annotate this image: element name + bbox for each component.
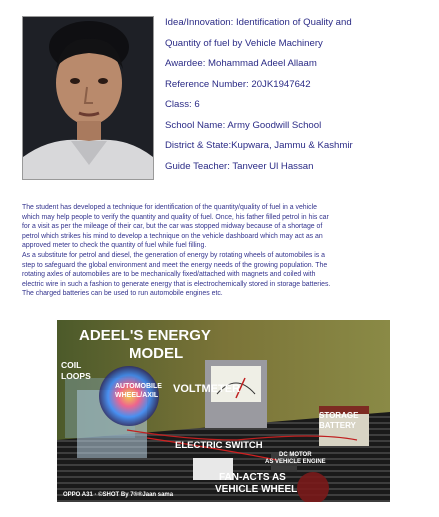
description-paragraph-1 <box>22 203 432 251</box>
storage-label-line-1: STORAGE <box>319 411 359 420</box>
p2-line: step to safeguard the global environment and meet the energy needs of the growing population. The <box>22 261 328 269</box>
reference-number: Reference Number: 20JK1947642 <box>165 78 311 90</box>
p2-line: The charged batteries can be used to run automobile engines etc. <box>22 290 223 298</box>
voltmeter-label: VOLTMETER <box>173 383 241 395</box>
p2-line: rotating axles of automobiles are to be mechanically fixed/attached with magnets and coiled with <box>22 271 316 279</box>
awardee: Awardee: Mohammad Adeel Allaam <box>165 58 317 69</box>
p1-line: The student has developed a technique for identification of the quantity/quality of fuel in a vehicle <box>22 204 317 211</box>
p2-line: As a substitute for petrol and diesel, the generation of energy by rotating wheels of automobiles is a <box>22 251 325 259</box>
dc-motor-label-line-1: DC MOTOR <box>279 452 312 458</box>
camera-watermark: OPPO A31 · ©SHOT By 7®®Jaan sama <box>63 492 174 498</box>
switch-label: ELECTRIC SWITCH <box>175 440 263 451</box>
description-text <box>22 203 432 299</box>
p1-line: for a visit as per the mileage of their car, but the car was stopped midway because of a shortage of <box>22 223 323 231</box>
fan-label-line-1: FAN-ACTS AS <box>219 472 286 483</box>
p1-line: which may help people to verify the quantity and quality of fuel. Once, his father filled petrol in his car <box>22 213 329 221</box>
idea-line-1: Idea/Innovation: Identification of Quality and <box>165 17 352 28</box>
wheel-label-line-1: AUTOMOBILE <box>115 383 162 390</box>
class: Class: 6 <box>165 99 200 110</box>
coil-label-line-2: LOOPS <box>61 371 91 381</box>
coil-label-line-1: COIL <box>61 360 82 370</box>
award-info-block <box>165 13 353 177</box>
p1-line: approved meter to check the quantity of fuel while fuel filling. <box>22 242 207 250</box>
dc-motor-label-line-2: AS VEHICLE ENGINE <box>265 459 326 465</box>
p2-line: electric wire in such a fashion to generate energy that is electrochemically stored in storage batteries. <box>22 280 331 288</box>
idea-line-2: Quantity of fuel by Vehicle Machinery <box>165 37 323 49</box>
school-name: School Name: Army Goodwill School <box>165 119 322 131</box>
storage-label-line-2: BATTERY <box>319 421 356 430</box>
fan-label-line-2: VEHICLE WHEEL <box>215 484 298 495</box>
district-state: District & State:Kupwara, Jammu & Kashmir <box>165 140 353 151</box>
guide-teacher: Guide Teacher: Tanveer Ul Hassan <box>165 160 314 172</box>
description-paragraph-2 <box>22 251 432 299</box>
energy-model-photo <box>57 320 390 502</box>
model-title-line-1: ADEEL'S ENERGY <box>79 327 211 344</box>
model-title-line-2: MODEL <box>129 345 184 362</box>
student-portrait-photo <box>22 16 154 180</box>
wheel-label-line-2: WHEEL/AXIL <box>115 392 159 399</box>
p1-line: petrol which strikes his mind to develop a technique on the vehicle dashboard which may act as an <box>22 232 323 240</box>
